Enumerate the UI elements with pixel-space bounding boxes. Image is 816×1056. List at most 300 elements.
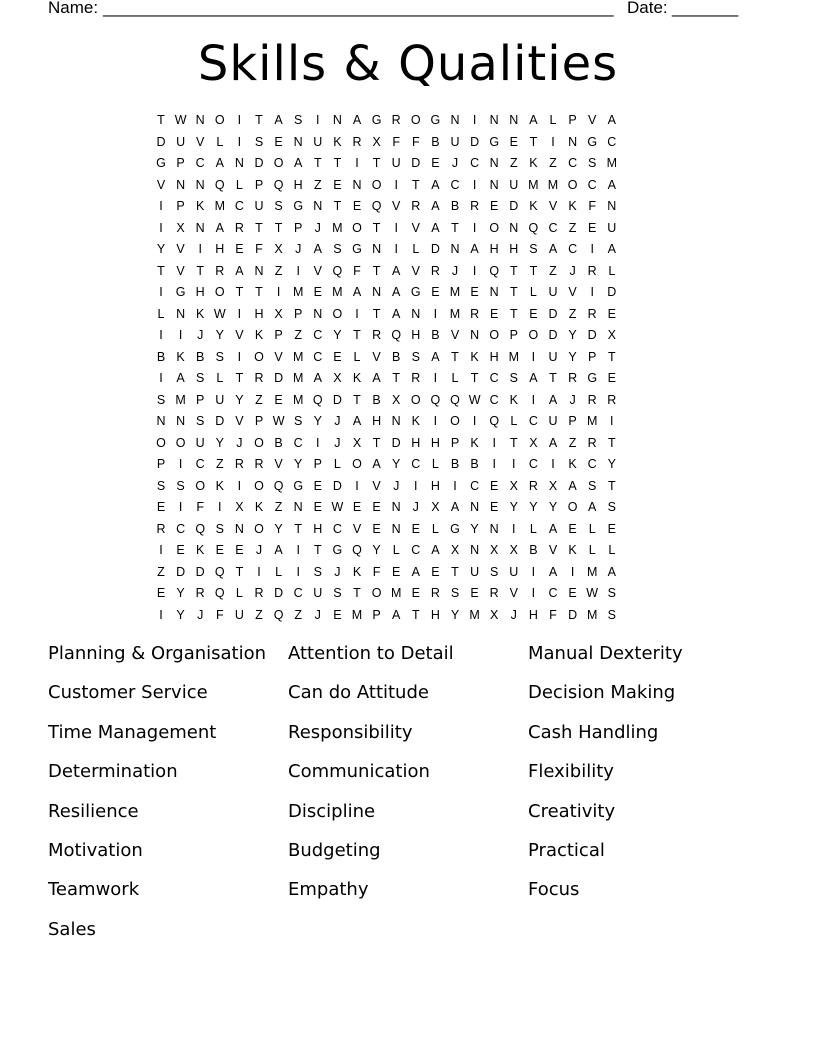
grid-letter: E [607,306,616,321]
grid-letter: H [509,242,519,256]
word-list-item: Resilience [48,800,139,822]
grid-letter: C [528,457,538,471]
grid-letter: A [470,242,479,256]
grid-letter: I [178,500,183,514]
grid-letter: D [411,156,421,170]
grid-letter: N [254,263,264,278]
grid-letter: I [159,199,163,213]
grid-letter: V [235,328,244,342]
grid-letter: U [234,607,244,622]
grid-letter: R [587,306,597,321]
grid-letter: C [548,586,558,600]
grid-letter: Q [195,521,206,536]
grid-letter: I [394,177,398,192]
grid-letter: T [411,607,420,622]
grid-letter: S [490,564,499,579]
grid-letter: I [237,478,242,493]
grid-letter: X [529,435,538,450]
grid-letter: Q [214,564,225,579]
grid-row [0,411,816,432]
grid-letter: U [548,414,558,428]
grid-letter: R [254,457,264,471]
grid-letter: A [431,349,440,364]
grid-letter: K [352,564,362,579]
grid-letter: J [334,414,341,428]
grid-letter: Y [529,500,538,514]
grid-letter: M [508,349,519,364]
date-blank-line: _______ [672,0,739,17]
grid-letter: H [489,242,499,256]
grid-letter: V [411,263,420,278]
grid-letter: C [332,521,342,536]
grid-letter: Z [568,220,577,235]
grid-letter: U [548,285,558,299]
grid-letter: H [528,607,538,622]
grid-letter: T [313,156,322,170]
grid-row [0,605,816,626]
grid-letter: I [531,392,536,407]
grid-letter: S [294,113,303,127]
grid-letter: K [215,478,224,493]
grid-letter: T [451,220,459,235]
name-label: Name: [48,0,99,17]
grid-letter: M [390,586,402,600]
grid-letter: E [313,478,322,493]
grid-letter: S [176,478,185,493]
grid-letter: D [509,199,519,213]
grid-letter: K [509,392,518,407]
grid-letter: S [294,414,303,428]
grid-letter: I [551,134,555,149]
grid-letter: M [332,220,343,235]
grid-letter: N [470,543,480,557]
grid-row [0,175,816,196]
grid-letter: O [352,220,362,235]
grid-letter: R [372,328,382,342]
grid-letter: D [254,156,264,170]
grid-letter: Z [255,607,263,622]
grid-letter: A [450,500,460,514]
grid-letter: K [333,134,342,149]
grid-letter: G [489,134,500,149]
grid-letter: N [489,285,499,299]
grid-letter: K [196,543,205,557]
grid-letter: T [607,478,616,493]
grid-letter: C [313,328,323,342]
grid-letter: V [548,543,558,557]
grid-letter: K [568,457,577,471]
grid-letter: I [472,414,477,428]
grid-row [0,132,816,153]
grid-letter: F [196,500,204,514]
grid-letter: L [353,349,361,364]
grid-letter: E [333,607,342,622]
grid-letter: N [176,177,186,192]
grid-letter: S [274,199,283,213]
grid-letter: R [430,263,440,278]
grid-letter: A [548,435,558,450]
word-list-item: Cash Handling [528,721,659,743]
grid-letter: M [469,607,480,622]
grid-letter: A [294,156,303,170]
grid-letter: K [254,500,264,514]
grid-letter: C [293,586,303,600]
grid-letter: C [450,177,460,192]
page-title: Skills & Qualities [197,36,619,92]
grid-letter: C [176,521,186,536]
grid-letter: O [371,586,382,600]
grid-letter: I [453,478,457,493]
grid-letter: A [392,306,401,321]
grid-letter: J [510,607,517,622]
grid-letter: G [293,199,304,213]
grid-letter: E [313,285,322,299]
grid-letter: T [157,113,165,127]
grid-letter: E [352,500,362,514]
grid-letter: B [450,457,460,471]
grid-letter: E [372,500,381,514]
grid-letter: Y [156,242,166,256]
grid-letter: N [372,242,382,256]
grid-letter: V [196,134,205,149]
grid-letter: I [492,435,496,450]
grid-letter: I [237,113,242,127]
grid-letter: I [570,564,575,579]
grid-letter: C [470,156,480,170]
grid-letter: O [254,435,264,450]
grid-letter: E [313,500,322,514]
grid-row [0,583,816,604]
grid-letter: I [512,521,516,536]
grid-letter: B [431,328,440,342]
grid-letter: K [568,543,577,557]
grid-letter: V [392,199,401,213]
grid-letter: A [431,220,440,235]
grid-letter: L [216,134,224,149]
grid-letter: X [235,500,244,514]
word-list-item: Responsibility [288,721,413,743]
grid-letter: D [548,306,558,321]
grid-letter: N [607,199,617,213]
grid-row [0,261,816,282]
grid-letter: Y [509,500,518,514]
grid-letter: S [156,478,166,493]
grid-letter: Y [313,414,322,428]
grid-letter: X [509,543,518,557]
grid-letter: M [351,607,363,622]
grid-letter: N [293,500,303,514]
grid-letter: A [411,564,420,579]
grid-letter: G [371,113,382,127]
grid-letter: I [257,564,261,579]
grid-letter: W [331,500,344,514]
grid-letter: P [568,414,577,428]
grid-letter: L [216,371,224,385]
grid-letter: A [176,371,185,385]
grid-letter: X [509,478,518,493]
grid-letter: E [372,521,381,536]
grid-letter: A [568,478,577,493]
grid-letter: L [608,263,616,278]
grid-letter: X [392,392,401,407]
word-list-item: Practical [528,840,605,861]
grid-letter: R [489,586,499,600]
grid-row [0,196,816,217]
grid-letter: Z [568,306,577,321]
grid-letter: D [274,586,284,600]
grid-letter: V [235,414,244,428]
grid-letter: I [472,113,477,127]
grid-letter: A [431,543,440,557]
grid-letter: V [176,242,185,256]
grid-letter: B [196,349,205,364]
grid-letter: B [372,392,381,407]
grid-letter: I [296,543,300,557]
grid-letter: N [509,113,519,127]
grid-letter: L [588,521,596,536]
grid-letter: O [195,478,206,493]
grid-letter: A [215,220,224,235]
word-list-item: Manual Dexterity [528,643,683,664]
grid-letter: O [352,457,362,471]
grid-row [0,239,816,260]
date-label: Date: [627,0,668,17]
grid-letter: N [372,285,382,299]
grid-letter: E [274,134,283,149]
grid-letter: A [431,199,440,213]
grid-letter: H [254,306,264,321]
grid-letter: S [607,500,616,514]
grid-letter: C [195,457,205,471]
grid-letter: F [392,134,400,149]
grid-letter: E [607,521,616,536]
grid-letter: I [590,285,594,299]
grid-letter: I [414,478,418,493]
grid-letter: L [275,564,283,579]
grid-letter: D [587,328,597,342]
grid-letter: L [392,543,400,557]
grid-letter: E [509,134,518,149]
grid-letter: E [490,306,499,321]
grid-letter: T [274,220,283,235]
grid-letter: C [587,457,597,471]
grid-letter: A [548,521,558,536]
grid-letter: Z [215,457,224,471]
grid-letter: W [213,306,226,321]
grid-letter: V [588,113,597,127]
grid-row [0,153,816,174]
grid-letter: R [254,586,264,600]
grid-letter: M [292,349,304,364]
grid-letter: N [234,521,244,536]
grid-letter: F [372,564,381,579]
grid-letter: R [254,371,264,385]
grid-letter: X [333,371,342,385]
grid-letter: D [568,607,578,622]
grid-letter: K [568,199,577,213]
grid-letter: Q [489,414,500,428]
grid-letter: V [176,263,185,278]
grid-letter: P [176,199,185,213]
grid-letter: D [274,371,284,385]
grid-letter: Y [372,543,381,557]
grid-letter: C [568,242,578,256]
grid-letter: K [352,371,362,385]
grid-letter: C [587,177,597,192]
grid-letter: I [159,328,163,342]
grid-letter: I [433,306,438,321]
grid-letter: P [588,349,597,364]
grid-letter: J [236,435,243,450]
grid-row [0,347,816,368]
grid-row [0,282,816,303]
word-list-item: Decision Making [528,682,676,704]
grid-letter: B [529,543,538,557]
grid-letter: F [353,263,361,278]
grid-letter: I [433,414,438,428]
grid-letter: S [196,414,205,428]
grid-letter: L [333,457,341,471]
grid-letter: J [451,263,459,278]
grid-letter: E [529,306,538,321]
grid-letter: A [607,113,616,127]
grid-letter: P [294,220,303,235]
grid-letter: U [470,564,480,579]
grid-letter: I [178,328,183,342]
grid-letter: Y [607,457,616,471]
grid-letter: I [237,134,242,149]
grid-letter: D [607,285,617,299]
grid-letter: T [235,564,244,579]
grid-letter: O [489,328,500,342]
grid-letter: E [490,199,499,213]
grid-letter: S [529,242,538,256]
grid-letter: E [490,478,499,493]
grid-letter: M [214,199,225,213]
grid-letter: S [254,134,264,149]
grid-letter: I [355,156,359,170]
grid-letter: T [392,371,400,385]
grid-letter: Q [273,607,284,622]
grid-letter: E [333,349,342,364]
grid-letter: R [587,392,597,407]
grid-letter: N [489,177,499,192]
grid-letter: O [273,156,284,170]
grid-letter: P [176,156,185,170]
grid-letter: V [548,199,558,213]
grid-letter: J [412,500,419,514]
grid-letter: I [433,371,438,385]
grid-letter: P [196,392,205,407]
grid-letter: L [431,457,439,471]
grid-letter: R [215,263,225,278]
grid-letter: Q [273,177,284,192]
grid-letter: V [313,263,322,278]
grid-letter: H [489,349,499,364]
grid-letter: P [254,414,264,428]
grid-row [0,497,816,518]
grid-letter: T [313,543,322,557]
grid-letter: E [274,392,283,407]
grid-letter: J [569,263,576,278]
grid-letter: Y [568,349,577,364]
grid-letter: Q [371,199,382,213]
grid-letter: I [276,285,281,299]
grid-letter: I [159,543,163,557]
grid-letter: T [451,349,459,364]
grid-letter: Y [176,607,185,622]
grid-letter: R [411,199,421,213]
grid-letter: X [450,543,460,557]
grid-letter: X [372,134,381,149]
grid-letter: O [254,478,264,493]
grid-letter: Y [333,328,342,342]
grid-letter: E [156,500,166,514]
grid-letter: H [313,521,323,536]
grid-letter: T [607,349,616,364]
grid-letter: X [274,242,283,256]
grid-letter: M [292,371,304,385]
word-list-item: Determination [48,761,178,783]
grid-letter: E [568,586,577,600]
word-list-item: Empathy [288,879,369,901]
grid-letter: P [254,177,264,192]
grid-letter: C [411,543,421,557]
grid-letter: T [372,220,381,235]
grid-letter: V [411,220,420,235]
grid-letter: T [529,134,538,149]
grid-letter: O [254,349,264,364]
grid-letter: Z [313,177,322,192]
grid-letter: D [332,392,342,407]
grid-letter: A [392,607,401,622]
grid-letter: T [529,263,538,278]
grid-letter: E [352,199,362,213]
grid-letter: A [607,242,616,256]
grid-letter: T [333,156,342,170]
grid-row [0,562,816,583]
word-list-item: Attention to Detail [288,643,454,664]
grid-letter: K [254,328,264,342]
grid-letter: E [470,586,479,600]
grid-letter: T [235,371,244,385]
grid-letter: R [470,199,480,213]
grid-letter: N [391,500,401,514]
grid-letter: C [548,220,558,235]
grid-letter: S [607,586,616,600]
grid-letter: D [430,242,440,256]
grid-letter: R [391,113,401,127]
grid-letter: T [157,263,165,278]
grid-letter: N [176,414,186,428]
grid-letter: L [235,177,243,192]
grid-letter: W [174,113,187,127]
word-list-item: Teamwork [48,879,140,901]
grid-letter: N [470,328,480,342]
grid-letter: K [196,199,205,213]
grid-letter: U [195,435,205,450]
grid-letter: V [156,177,166,192]
grid-letter: M [586,564,598,579]
grid-letter: S [215,349,224,364]
grid-letter: N [509,220,519,235]
grid-letter: M [586,607,598,622]
grid-letter: Y [274,521,283,536]
grid-letter: E [431,156,440,170]
grid-letter: Q [450,392,460,407]
grid-letter: F [255,242,263,256]
grid-letter: O [371,177,382,192]
